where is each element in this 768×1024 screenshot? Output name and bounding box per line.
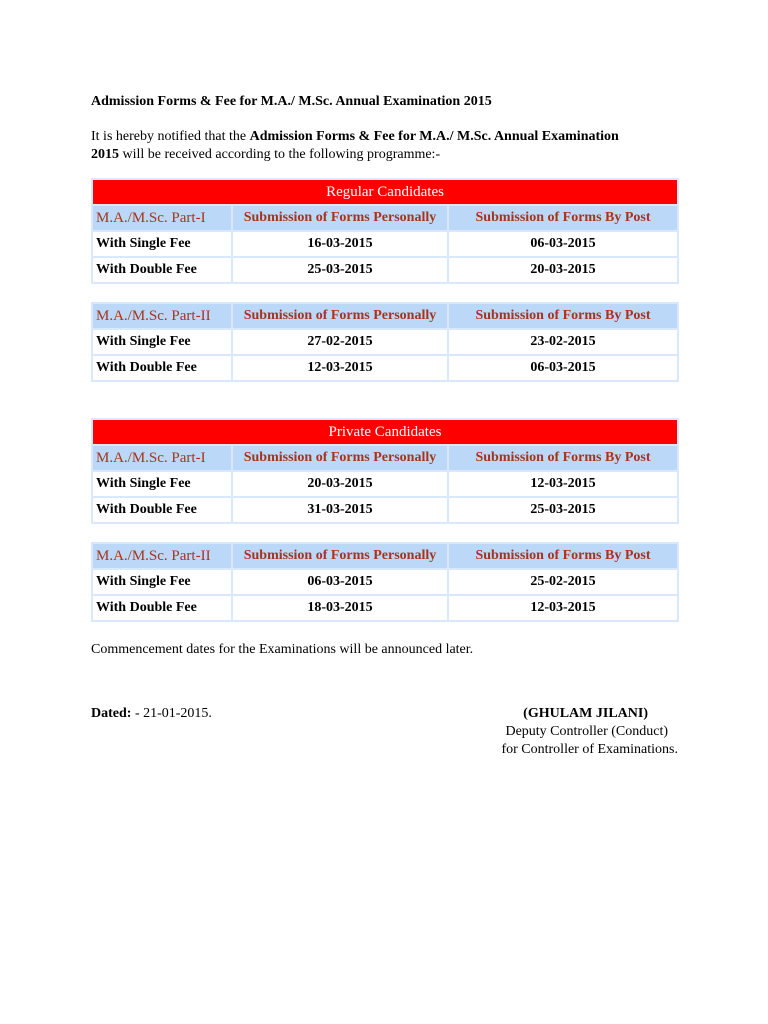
- date-cell: 12-03-2015: [449, 596, 677, 620]
- row-label: With Single Fee: [93, 330, 231, 354]
- row-label: With Single Fee: [93, 570, 231, 594]
- signatory-designation: Deputy Controller (Conduct): [505, 724, 668, 739]
- date-cell: 27-02-2015: [233, 330, 447, 354]
- intro-paragraph: [91, 128, 678, 164]
- date-cell: 12-03-2015: [449, 472, 677, 496]
- table-row: [93, 596, 677, 620]
- date-cell: 06-03-2015: [449, 356, 677, 380]
- table-row: [93, 330, 677, 354]
- column-header-row: [93, 206, 677, 230]
- table-row: [93, 498, 677, 522]
- col-personally: Submission of Forms Personally: [233, 446, 447, 470]
- date-cell: 06-03-2015: [233, 570, 447, 594]
- regular-part2-table: [91, 302, 679, 382]
- column-header-row: [93, 544, 677, 568]
- row-label: With Single Fee: [93, 232, 231, 256]
- row-label: With Double Fee: [93, 258, 231, 282]
- private-part1-table: [91, 418, 679, 524]
- part-label: M.A./M.Sc. Part-II: [93, 304, 231, 328]
- col-personally: Submission of Forms Personally: [233, 304, 447, 328]
- commencement-note: Commencement dates for the Examinations will be announced later.: [91, 642, 474, 657]
- regular-part1-table: [91, 178, 679, 284]
- date-cell: 31-03-2015: [233, 498, 447, 522]
- date-cell: 25-02-2015: [449, 570, 677, 594]
- intro-year: 2015: [91, 147, 119, 162]
- col-by-post: Submission of Forms By Post: [449, 544, 677, 568]
- row-label: With Double Fee: [93, 498, 231, 522]
- column-header-row: [93, 304, 677, 328]
- table-row: [93, 232, 677, 256]
- col-by-post: Submission of Forms By Post: [449, 206, 677, 230]
- dated-line: [91, 705, 212, 723]
- column-header-row: [93, 446, 677, 470]
- date-cell: 18-03-2015: [233, 596, 447, 620]
- intro-prefix: It is hereby notified that the: [91, 129, 250, 144]
- signatory-on-behalf: for Controller of Examinations.: [501, 742, 678, 757]
- row-label: With Single Fee: [93, 472, 231, 496]
- table-row: [93, 258, 677, 282]
- table-row: [93, 472, 677, 496]
- col-personally: Submission of Forms Personally: [233, 544, 447, 568]
- notification-document: [91, 93, 678, 765]
- date-cell: 06-03-2015: [449, 232, 677, 256]
- table-row: [93, 356, 677, 380]
- date-cell: 20-03-2015: [449, 258, 677, 282]
- part-label: M.A./M.Sc. Part-I: [93, 206, 231, 230]
- regular-candidates-banner: Regular Candidates: [93, 180, 677, 204]
- date-cell: 23-02-2015: [449, 330, 677, 354]
- date-cell: 12-03-2015: [233, 356, 447, 380]
- table-row: [93, 570, 677, 594]
- intro-suffix: will be received according to the following programme:-: [119, 147, 441, 162]
- dated-label: Dated:: [91, 706, 132, 721]
- part-label: M.A./M.Sc. Part-I: [93, 446, 231, 470]
- col-by-post: Submission of Forms By Post: [449, 304, 677, 328]
- intro-bold: Admission Forms & Fee for M.A./ M.Sc. Annual Examination: [249, 129, 619, 144]
- row-label: With Double Fee: [93, 356, 231, 380]
- date-cell: 25-03-2015: [449, 498, 677, 522]
- col-personally: Submission of Forms Personally: [233, 206, 447, 230]
- private-candidates-banner: Private Candidates: [93, 420, 677, 444]
- date-cell: 20-03-2015: [233, 472, 447, 496]
- document-title: Admission Forms & Fee for M.A./ M.Sc. Annual Examination 2015: [91, 94, 492, 109]
- date-cell: 25-03-2015: [233, 258, 447, 282]
- private-part2-table: [91, 542, 679, 622]
- row-label: With Double Fee: [93, 596, 231, 620]
- signatory-name: (GHULAM JILANI): [523, 706, 648, 721]
- signature-block: [91, 705, 678, 765]
- part-label: M.A./M.Sc. Part-II: [93, 544, 231, 568]
- dated-value: - 21-01-2015.: [131, 706, 212, 721]
- col-by-post: Submission of Forms By Post: [449, 446, 677, 470]
- date-cell: 16-03-2015: [233, 232, 447, 256]
- signatory: [501, 705, 678, 759]
